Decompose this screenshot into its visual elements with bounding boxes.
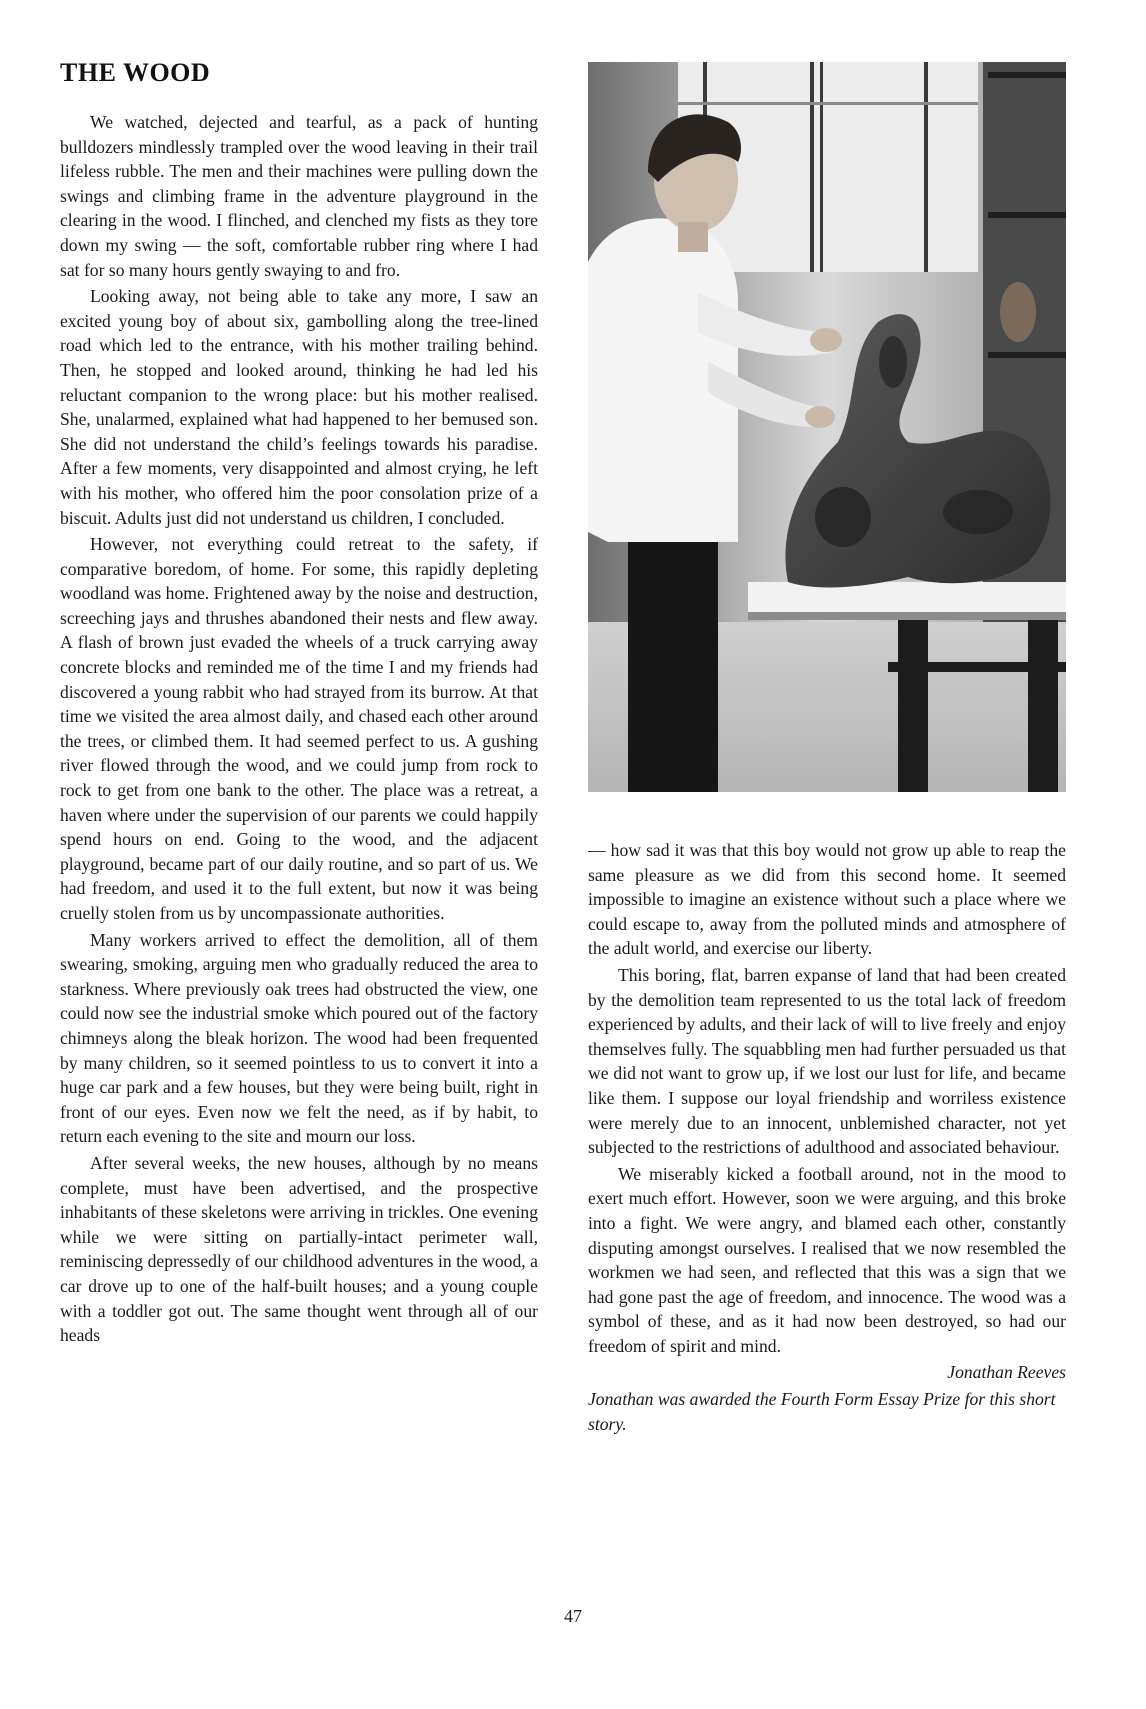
paragraph: — how sad it was that this boy would not grow up able to reap the same pleasure as we did from this second home. It seemed impossible to imagine an existence without such a place where we could escape to, away from the polluted minds and atmosphere of the adult world, and exercise our liberty. bbox=[588, 840, 1066, 959]
paragraph: We miserably kicked a football around, not in the mood to exert much effort. However, soon we were arguing, and this broke into a fight. We were angry, and blamed each other, constantly disputing amongst ourselves. I realised that we now resembled the workmen we had seen, and reflected that this was a sign that we had gone past the age of freedom, and innocence. The wood was a symbol of these, and as it had now been destroyed, so had our freedom of spirit and mind. bbox=[588, 1163, 1066, 1356]
prize-note: Jonathan was awarded the Fourth Form Essay Prize for this short story. bbox=[588, 1389, 1056, 1434]
paragraph: This boring, flat, barren expanse of land that had been created by the demolition team represented to us the total lack of freedom experienced by adults, and their lack of will to live freely and enjoy themselves fully. The squabbling men had further persuaded us that we did not want to grow up, if we lost our lust for life, and became like them. I suppose our loyal friendship and worriless existence were merely due to an innocent, unblemished character, not yet subjected to the restrictions of adulthood and associated behaviour. bbox=[588, 964, 1066, 1158]
paragraph: However, not everything could retreat to the safety, if comparative boredom, of home. For some, this rapidly depleting woodland was home. Frightened away by the noise and destruction, screeching jays and thrushes abandoned their nests and flew away. A flash of brown just evaded the wheels of a truck carrying away concrete blocks and reminded me of the time I and my friends had discovered a young rabbit who had strayed from its burrow. At that time we visited the area almost daily, and chased each other around the trees, or climbed them. It had seemed perfect to us. A gushing river flowed through the wood, and we could jump from rock to rock to get from one bank to the other. The place was a retreat, a haven where under the supervision of our parents we could happily spend hours on end. Going to the wood, and the adjacent playground, became part of our daily routine, and so part of us. We had freedom, and used it to the full extent, but now it was being cruelly stolen from us by uncompassionate authorities. bbox=[60, 534, 538, 923]
right-column bbox=[588, 838, 1066, 1578]
page-number: 47 bbox=[564, 1606, 582, 1626]
paragraph: We watched, dejected and tearful, as a pack of hunting bulldozers mindlessly trampled over the wood leaving in their trail lifeless rubble. The men and their machines were pulling down the swings and climbing frame in the adventure playground in the clearing in the wood. I flinched, and clenched my fists as they tore down my swing — the soft, comfortable rubber ring where I had sat for so many hours gently swaying to and fro. bbox=[60, 112, 538, 280]
left-column bbox=[60, 110, 538, 1570]
paragraph: Looking away, not being able to take any more, I saw an excited young boy of about six, gambolling along the tree-lined road which led to the entrance, with his mother trailing behind. Then, he stopped and looked around, thinking he had led his reluctant companion to the wrong place: but his mother realised. She, unalarmed, explained what had happened to her bemused son. She did not understand the child’s feelings towards his paradise. After a few moments, very disappointed and almost crying, he left with his mother, who offered him the poor consolation prize of a biscuit. Adults just did not understand us children, I concluded. bbox=[60, 286, 538, 528]
article-title: THE WOOD bbox=[60, 58, 211, 87]
photo-illustration bbox=[588, 62, 1066, 792]
paragraph: After several weeks, the new houses, although by no means complete, must have been advertised, and the prospective inhabitants of these skeletons were arriving in trickles. One evening while we were sitting on partially-intact perimeter wall, reminiscing depressedly of our childhood adventures in the wood, a car drove up to one of the half-built houses; and a young couple with a toddler got out. The same thought went through all of our heads bbox=[60, 1152, 538, 1346]
author-name: Jonathan Reeves bbox=[947, 1362, 1066, 1383]
paragraph: Many workers arrived to effect the demolition, all of them swearing, smoking, arguing men who gradually reduced the area to starkness. Where previously oak trees had obstructed the view, one could now see the industrial smoke which poured out of the factory chimneys along the bleak horizon. The wood had been frequented by many children, so it seemed pointless to us to convert it into a huge car park and a few houses, but they were being built, right in front of our eyes. Even now we felt the need, as if by habit, to return each evening to the site and mourn our loss. bbox=[60, 929, 538, 1147]
sculpture-photo bbox=[588, 62, 1066, 792]
